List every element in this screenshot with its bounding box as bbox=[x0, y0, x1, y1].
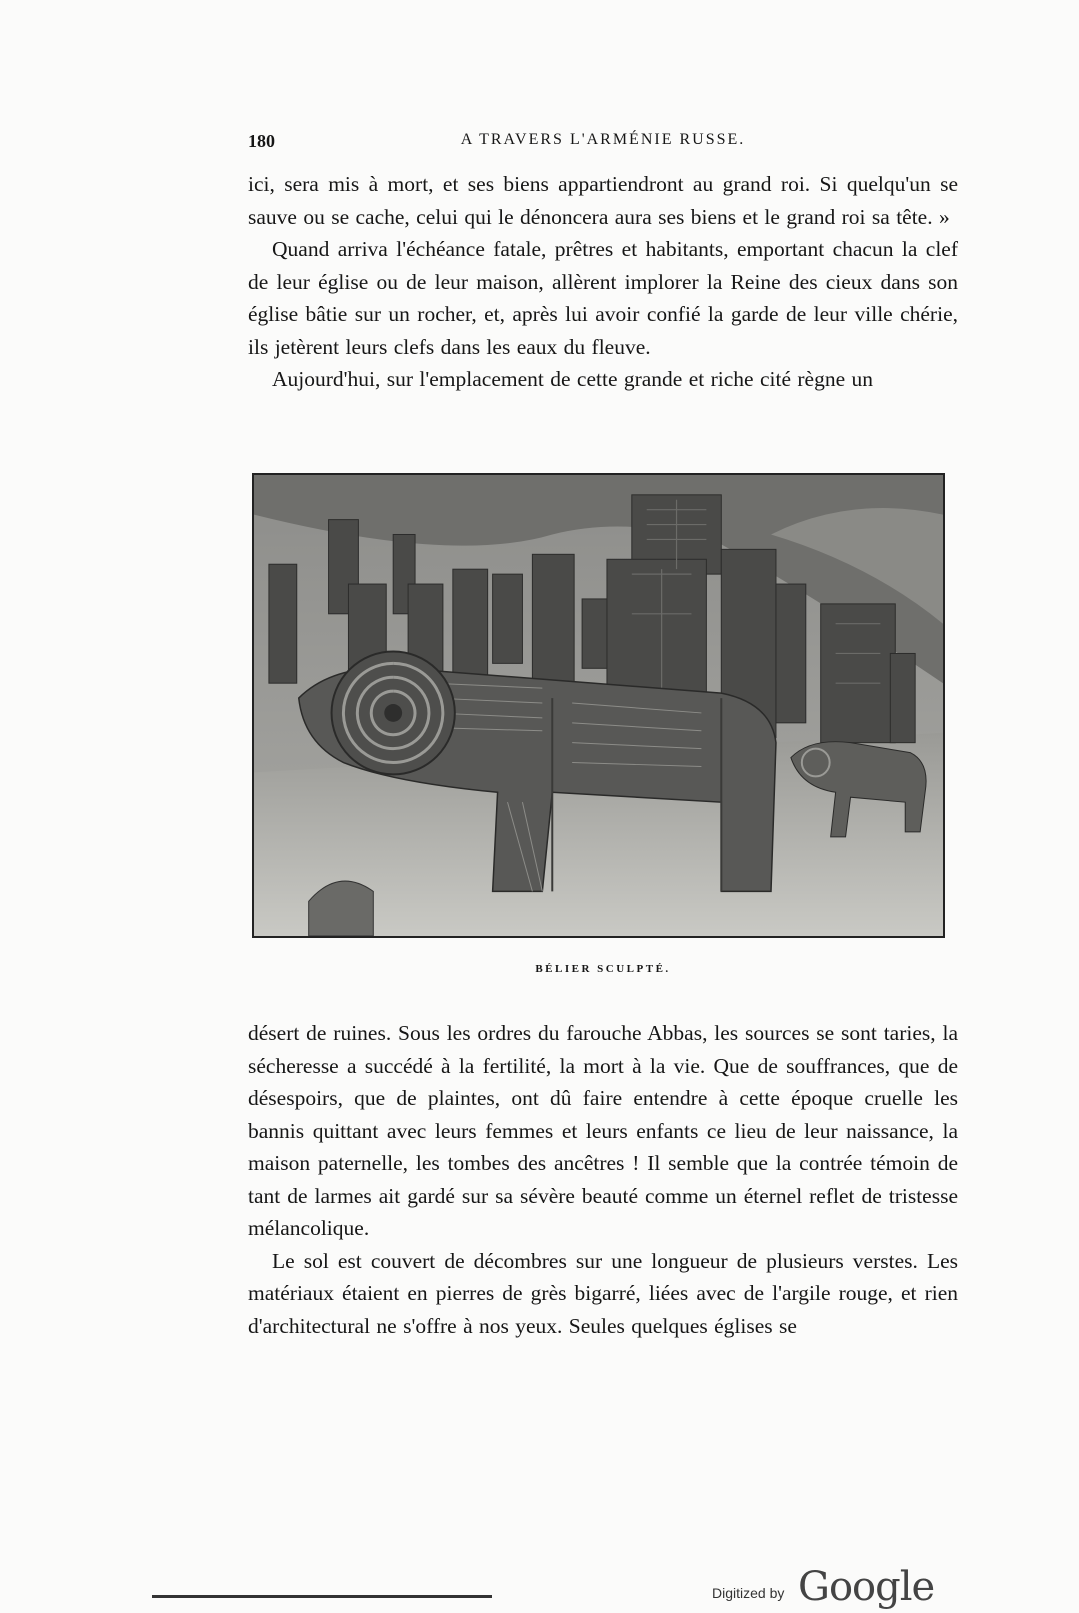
paragraph: Le sol est couvert de décombres sur une longueur de plusieurs verstes. Les matériaux étaient en pierres de grès bigarré, liées avec de l'argile rouge, et rien d'architectural ne s'offre à nos yeux. Seules quelques églises se bbox=[248, 1248, 958, 1338]
paragraph: Aujourd'hui, sur l'emplacement de cette grande et riche cité règne un bbox=[272, 367, 873, 391]
top-text-block bbox=[248, 168, 958, 396]
paragraph: Quand arriva l'échéance fatale, prêtres et habitants, emportant chacun la clef de leur église ou de leur maison, allèrent implorer la Reine des cieux dans son église bâtie sur un rocher, et, après lui avoir confié la garde de leur ville chérie, ils jetèrent leurs clefs dans les eaux du fleuve. bbox=[248, 237, 958, 359]
bottom-rule bbox=[152, 1595, 492, 1598]
page-header bbox=[248, 131, 958, 155]
page-number: 180 bbox=[248, 131, 275, 151]
figure-caption: BÉLIER SCULPTÉ. bbox=[535, 963, 671, 975]
digitized-by-label: Digitized by bbox=[712, 1585, 785, 1601]
google-logo: Google bbox=[798, 1564, 935, 1610]
photograph-illustration bbox=[254, 475, 943, 936]
running-title: A TRAVERS L'ARMÉNIE RUSSE. bbox=[460, 131, 746, 148]
bottom-text-block bbox=[248, 1017, 958, 1342]
digitized-watermark bbox=[712, 1563, 952, 1613]
ram-sculpture-photograph bbox=[252, 473, 945, 938]
paragraph-continuation: ici, sera mis à mort, et ses biens appartiendront au grand roi. Si quelqu'un se sauve ou se cache, celui qui le dénoncera aura ses biens et le grand roi sa tête. » bbox=[248, 172, 958, 229]
paragraph-continuation: désert de ruines. Sous les ordres du farouche Abbas, les sources se sont taries, la sécheresse a succédé à la fertilité, la mort à la vie. Que de souffrances, que de désespoirs, que de plaintes, ont dû faire entendre à cette époque cruelle les bannis quittant avec leurs femmes et leurs enfants ce lieu de leur naissance, la maison paternelle, les tombes des ancêtres ! Il semble que la contrée témoin de tant de larmes ait gardé sur sa sévère beauté comme un éternel reflet de tristesse mélancolique. bbox=[248, 1021, 958, 1240]
